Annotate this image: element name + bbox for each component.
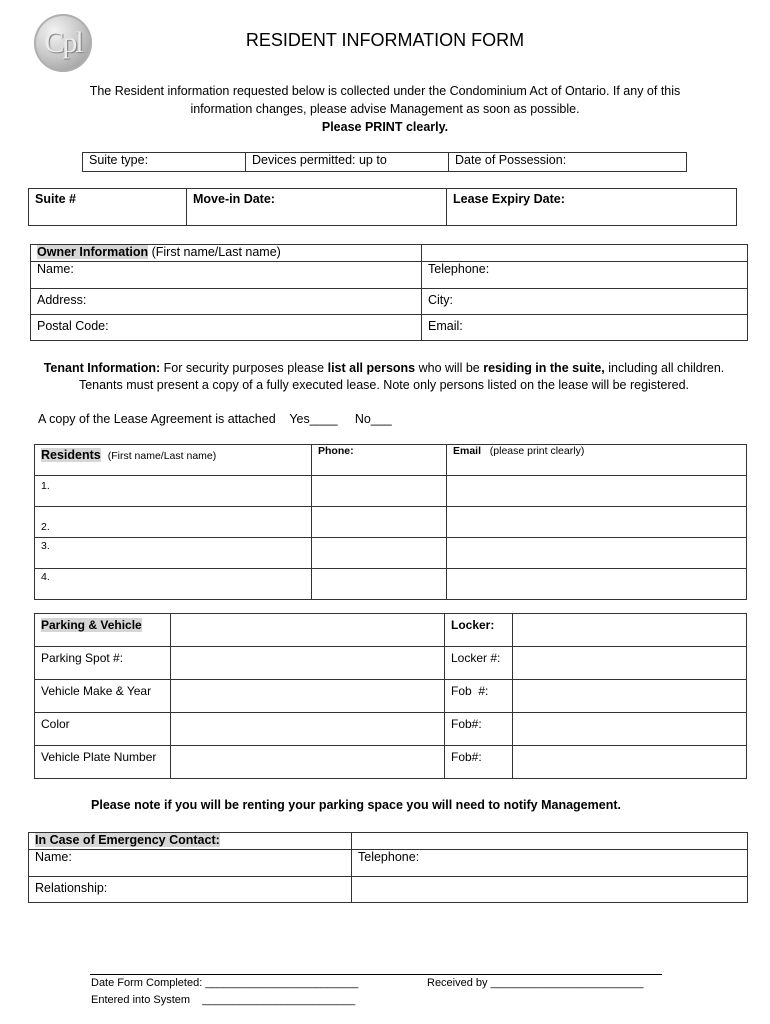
parking-table: [34, 613, 747, 779]
owner-header-label: Owner Information: [37, 245, 149, 259]
owner-header-note: (First name/Last name): [151, 245, 281, 259]
tenant-info-bold-2: residing in the suite,: [483, 361, 605, 375]
tenant-info-lead: Tenant Information:: [43, 361, 161, 375]
emergency-header-label: In Case of Emergency Contact:: [35, 833, 220, 847]
emergency-name-field[interactable]: Name:: [29, 850, 352, 877]
vehicle-color-label: Color: [35, 713, 171, 746]
owner-city-field[interactable]: City:: [422, 289, 748, 315]
residents-phone-header: Phone:: [312, 445, 447, 476]
suite-details-table: [28, 188, 737, 226]
resident-row-1-name[interactable]: 1.: [35, 476, 312, 507]
residents-header: [35, 445, 312, 476]
lease-attached-line[interactable]: A copy of the Lease Agreement is attached Yes____ No___: [38, 412, 392, 426]
parking-header-value[interactable]: [171, 614, 445, 647]
owner-name-field[interactable]: Name:: [31, 262, 422, 289]
resident-row-1-email[interactable]: [447, 476, 747, 507]
owner-address-field[interactable]: Address:: [31, 289, 422, 315]
vehicle-make-value[interactable]: [171, 680, 445, 713]
resident-row-2-name[interactable]: 2.: [35, 507, 312, 538]
devices-field[interactable]: Devices permitted: up to: [246, 153, 449, 172]
suite-type-field[interactable]: Suite type:: [83, 153, 246, 172]
owner-table: [30, 244, 748, 341]
intro-line-3: Please PRINT clearly.: [321, 120, 449, 134]
resident-row-1-phone[interactable]: [312, 476, 447, 507]
parking-header: [35, 614, 171, 647]
fob-3-value[interactable]: [513, 746, 747, 779]
owner-email-field[interactable]: Email:: [422, 315, 748, 341]
residents-email-label: Email: [453, 445, 482, 457]
locker-number-value[interactable]: [513, 647, 747, 680]
locker-number-label: Locker #:: [445, 647, 513, 680]
owner-header-blank: [422, 245, 748, 262]
move-in-date-field[interactable]: Move-in Date:: [187, 189, 447, 226]
tenant-info-text-3: including all children. Tenants must present a copy of a fully executed lease. Note only persons listed on the lease will be registered.: [78, 361, 725, 392]
fob-3-label: Fob#:: [445, 746, 513, 779]
residents-header-note: (First name/Last name): [107, 450, 217, 462]
vehicle-make-label: Vehicle Make & Year: [35, 680, 171, 713]
locker-label: Locker:: [445, 614, 513, 647]
resident-row-3-phone[interactable]: [312, 538, 447, 569]
fob-2-value[interactable]: [513, 713, 747, 746]
parking-spot-value[interactable]: [171, 647, 445, 680]
locker-value[interactable]: [513, 614, 747, 647]
lease-expiry-field[interactable]: Lease Expiry Date:: [447, 189, 737, 226]
parking-spot-label: Parking Spot #:: [35, 647, 171, 680]
residents-table: [34, 444, 747, 600]
parking-note: Please note if you will be renting your parking space you will need to notify Management.: [91, 798, 621, 812]
tenant-info-bold-1: list all persons: [327, 361, 416, 375]
residents-email-note: (please print clearly): [489, 445, 585, 457]
suite-type-table: [82, 152, 687, 172]
resident-row-2-email[interactable]: [447, 507, 747, 538]
resident-row-4-phone[interactable]: [312, 569, 447, 600]
resident-row-3-name[interactable]: 3.: [35, 538, 312, 569]
vehicle-plate-value[interactable]: [171, 746, 445, 779]
resident-row-3-email[interactable]: [447, 538, 747, 569]
fob-1-value[interactable]: [513, 680, 747, 713]
resident-row-2-phone[interactable]: [312, 507, 447, 538]
emergency-header: [29, 833, 352, 850]
resident-row-4-email[interactable]: [447, 569, 747, 600]
suite-number-field[interactable]: Suite #: [29, 189, 187, 226]
emergency-table: [28, 832, 748, 903]
emergency-telephone-field[interactable]: Telephone:: [352, 850, 748, 877]
intro-line-2: information changes, please advise Management as soon as possible.: [190, 102, 580, 116]
tenant-info-text-2: who will be: [415, 361, 484, 375]
resident-row-4-name[interactable]: 4.: [35, 569, 312, 600]
owner-postal-field[interactable]: Postal Code:: [31, 315, 422, 341]
emergency-relationship-field[interactable]: Relationship:: [29, 877, 352, 903]
received-by-field[interactable]: Received by _________________________: [427, 977, 644, 989]
footer-divider: [90, 974, 662, 975]
emergency-relationship-blank[interactable]: [352, 877, 748, 903]
emergency-header-blank: [352, 833, 748, 850]
fob-2-label: Fob#:: [445, 713, 513, 746]
fob-1-label: Fob #:: [445, 680, 513, 713]
possession-field[interactable]: Date of Possession:: [449, 153, 687, 172]
intro-text: [60, 82, 710, 136]
vehicle-color-value[interactable]: [171, 713, 445, 746]
logo-lettering: Cpl: [44, 26, 82, 59]
tenant-info-text-1: For security purposes please: [160, 361, 328, 375]
vehicle-plate-label: Vehicle Plate Number: [35, 746, 171, 779]
date-completed-field[interactable]: Date Form Completed: _________________________: [91, 977, 359, 989]
residents-email-header: [447, 445, 747, 476]
owner-header: [31, 245, 422, 262]
parking-header-label: Parking & Vehicle: [41, 618, 142, 632]
entered-system-field[interactable]: Entered into System _________________________: [91, 994, 356, 1006]
owner-telephone-field[interactable]: Telephone:: [422, 262, 748, 289]
intro-line-1: The Resident information requested below is collected under the Condominium Act of Ontario. If any of this: [89, 84, 681, 98]
tenant-info-text: [34, 360, 734, 394]
residents-header-label: Residents: [41, 448, 101, 462]
page-title: RESIDENT INFORMATION FORM: [245, 30, 525, 50]
